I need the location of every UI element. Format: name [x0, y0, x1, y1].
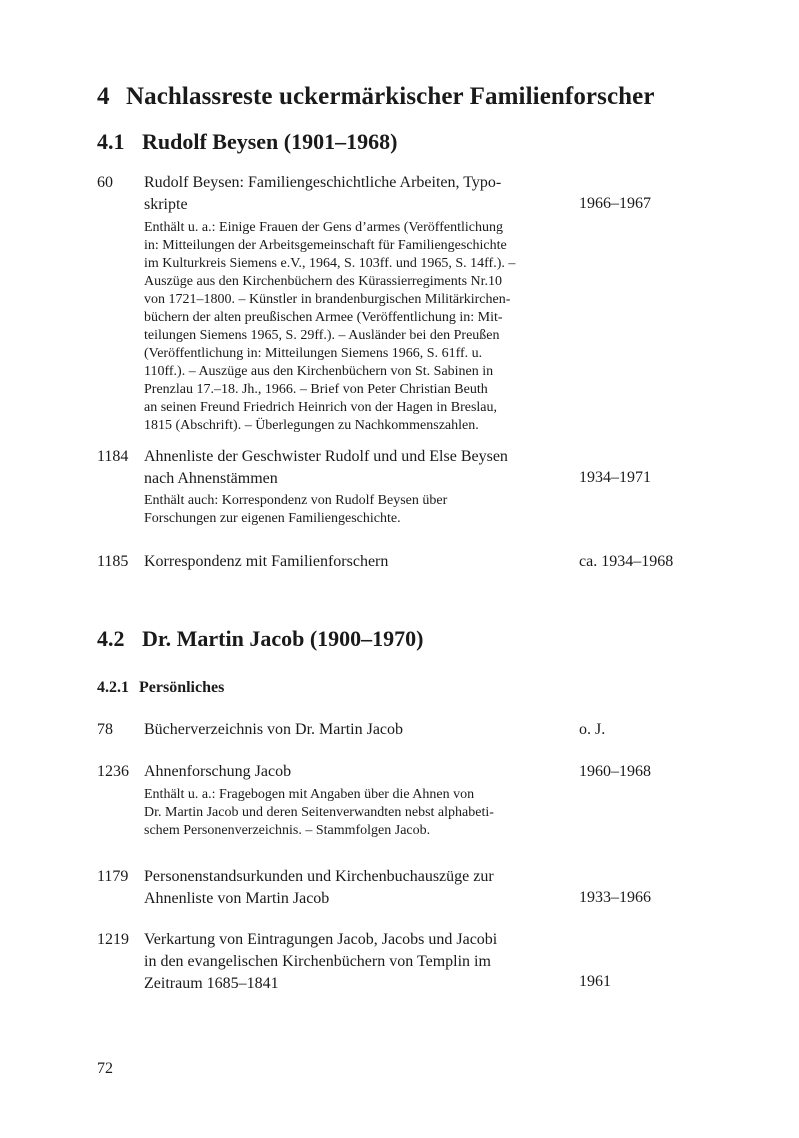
page-number: 72 — [97, 1060, 113, 1077]
entry-title-line: Verkartung von Eintragungen Jacob, Jacobs und Jacobi — [144, 931, 498, 948]
entry-title — [144, 719, 403, 741]
subsection-number: 4.2.1 — [97, 679, 129, 696]
note-line: Enthält u. a.: Einige Frauen der Gens d’armes (Veröffentlichung — [144, 220, 503, 235]
entry-title-line: Ahnenliste von Martin Jacob — [144, 890, 330, 907]
entry-date: 1961 — [579, 973, 611, 990]
note-line: 110ff.). – Auszüge aus den Kirchenbüchern von St. Sabinen in — [144, 364, 494, 379]
section-heading-4-2 — [97, 626, 424, 652]
note-line: Auszüge aus den Kirchenbüchern des Kürassierregiments Nr.10 — [144, 274, 503, 289]
note-line: teilungen Siemens 1965, S. 29ff.). – Ausländer bei den Preußen — [144, 328, 500, 343]
note-line: Prenzlau 17.–18. Jh., 1966. – Brief von Peter Christian Beuth — [144, 382, 488, 397]
entry-title-line: nach Ahnenstämmen — [144, 470, 278, 487]
entry-title-line: Korrespondenz mit Familienforschern — [144, 553, 389, 570]
note-line: büchern der alten preußischen Armee (Veröffentlichung in: Mit- — [144, 310, 503, 325]
entry-number: 1236 — [97, 763, 129, 780]
entry-number: 1185 — [97, 553, 129, 570]
note-line: Forschungen zur eigenen Familiengeschichte. — [144, 511, 401, 526]
entry-title — [144, 551, 388, 573]
entry-note — [144, 492, 447, 528]
entry-title — [144, 866, 494, 910]
note-line: Enthält auch: Korrespondenz von Rudolf Beysen über — [144, 493, 448, 508]
note-line: in: Mitteilungen der Arbeitsgemeinschaft für Familiengeschichte — [144, 238, 507, 253]
chapter-heading — [97, 83, 655, 111]
section-heading-4-1 — [97, 129, 397, 155]
entry-note — [144, 786, 494, 840]
section-title: Rudolf Beysen (1901–1968) — [142, 129, 398, 154]
entry-number: 1179 — [97, 868, 129, 885]
chapter-number: 4 — [97, 83, 110, 110]
note-line: im Kulturkreis Siemens e.V., 1964, S. 103ff. und 1965, S. 14ff.). – — [144, 256, 516, 271]
entry-title-line: Personenstandsurkunden und Kirchenbuchauszüge zur — [144, 868, 494, 885]
entry-number: 1184 — [97, 448, 129, 465]
note-line: 1815 (Abschrift). – Überlegungen zu Nachkommenszahlen. — [144, 418, 479, 433]
note-line: schem Personenverzeichnis. – Stammfolgen Jacob. — [144, 823, 431, 838]
section-number: 4.2 — [97, 626, 125, 651]
entry-title — [144, 172, 501, 216]
note-line: von 1721–1800. – Künstler in brandenburgischen Militärkirchen- — [144, 292, 511, 307]
entry-title-line: in den evangelischen Kirchenbüchern von Templin im — [144, 953, 491, 970]
note-line: Dr. Martin Jacob und deren Seitenverwandten nebst alphabeti- — [144, 805, 494, 820]
entry-number: 1219 — [97, 931, 129, 948]
note-line: Enthält u. a.: Fragebogen mit Angaben über die Ahnen von — [144, 787, 475, 802]
entry-title-line: Ahnenliste der Geschwister Rudolf und und Else Beysen — [144, 448, 508, 465]
entry-date: 1933–1966 — [579, 889, 651, 906]
entry-date: 1960–1968 — [579, 763, 651, 780]
note-line: (Veröffentlichung in: Mitteilungen Siemens 1966, S. 61ff. u. — [144, 346, 483, 361]
entry-number: 60 — [97, 174, 113, 191]
chapter-title: Nachlassreste uckermärkischer Familienforscher — [125, 83, 655, 110]
section-number: 4.1 — [97, 129, 125, 154]
note-line: an seinen Freund Friedrich Heinrich von der Hagen in Breslau, — [144, 400, 498, 415]
entry-title — [144, 446, 508, 490]
entry-title-line: Rudolf Beysen: Familiengeschichtliche Arbeiten, Typo- — [144, 174, 502, 191]
entry-title-line: skripte — [144, 196, 188, 213]
entry-date: ca. 1934–1968 — [579, 553, 674, 570]
section-title: Dr. Martin Jacob (1900–1970) — [142, 626, 424, 651]
entry-title-line: Zeitraum 1685–1841 — [144, 975, 279, 992]
entry-title — [144, 929, 497, 995]
entry-date: o. J. — [579, 721, 606, 738]
entry-title — [144, 761, 291, 783]
entry-note — [144, 219, 515, 435]
entry-title-line: Ahnenforschung Jacob — [144, 763, 292, 780]
subsection-heading — [97, 679, 224, 697]
entry-date: 1934–1971 — [579, 469, 651, 486]
entry-number: 78 — [97, 721, 113, 738]
entry-title-line: Bücherverzeichnis von Dr. Martin Jacob — [144, 721, 404, 738]
subsection-title: Persönliches — [139, 679, 225, 696]
entry-date: 1966–1967 — [579, 195, 651, 212]
